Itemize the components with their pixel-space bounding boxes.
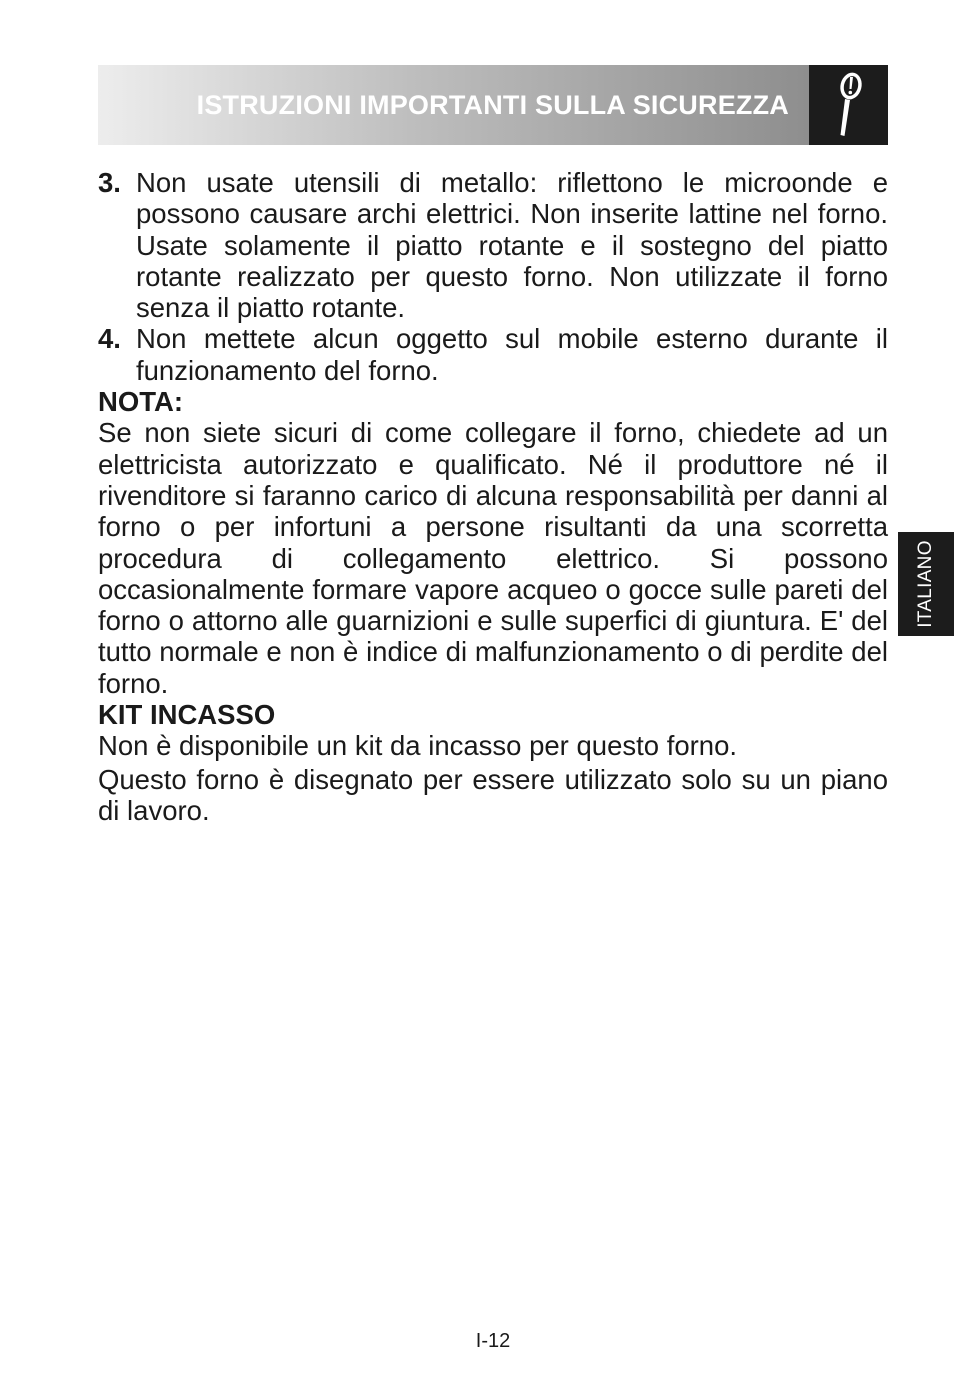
language-tab bbox=[898, 532, 954, 636]
list-item bbox=[98, 323, 888, 386]
warning-magnifier-icon bbox=[809, 65, 888, 145]
list-item bbox=[98, 167, 888, 323]
language-tab-label: ITALIANO bbox=[915, 540, 936, 628]
section-header-bar bbox=[98, 65, 809, 145]
kit-paragraph: Non è disponibile un kit da incasso per questo forno. bbox=[98, 730, 738, 762]
section-title: ISTRUZIONI IMPORTANTI SULLA SICUREZZA bbox=[196, 90, 789, 120]
kit-incasso-heading: KIT INCASSO bbox=[98, 699, 276, 731]
nota-paragraph: Se non siete sicuri di come collegare il forno, chiedete ad un elettricista autorizzato e qualificato. Né il produttore né il rivenditore si faranno carico di alcuna responsabilità per danni al forno o per infortuni a persone risultanti da una scorretta procedura di collegamento elettrico. Si possono occasionalmente formare vapore acqueo o gocce sulle pareti del forno o attorno alle guarnizioni e sulle superfici di giuntura. E' del tutto normale e non è indice di malfunzionamento o di perdite del forno. bbox=[98, 417, 888, 699]
nota-heading: NOTA: bbox=[98, 386, 184, 418]
list-item-text: Non usate utensili di metallo: riflettono le microonde e possono causare archi elettrici. Non inserite lattine nel forno. Usate solamente il piatto rotante e il sostegno del piatto rotante realizzato per questo forno. Non utilizzate il forno senza il piatto rotante. bbox=[136, 167, 888, 324]
list-item-number: 4. bbox=[98, 323, 121, 355]
page-number: I-12 bbox=[475, 1330, 511, 1352]
list-item-text: Non mettete alcun oggetto sul mobile esterno durante il funzionamento del forno. bbox=[136, 323, 888, 386]
list-item-number: 3. bbox=[98, 167, 121, 198]
warning-icon-box bbox=[809, 65, 888, 145]
main-content bbox=[98, 167, 888, 826]
kit-paragraph: Questo forno è disegnato per essere utilizzato solo su un piano di lavoro. bbox=[98, 763, 888, 826]
